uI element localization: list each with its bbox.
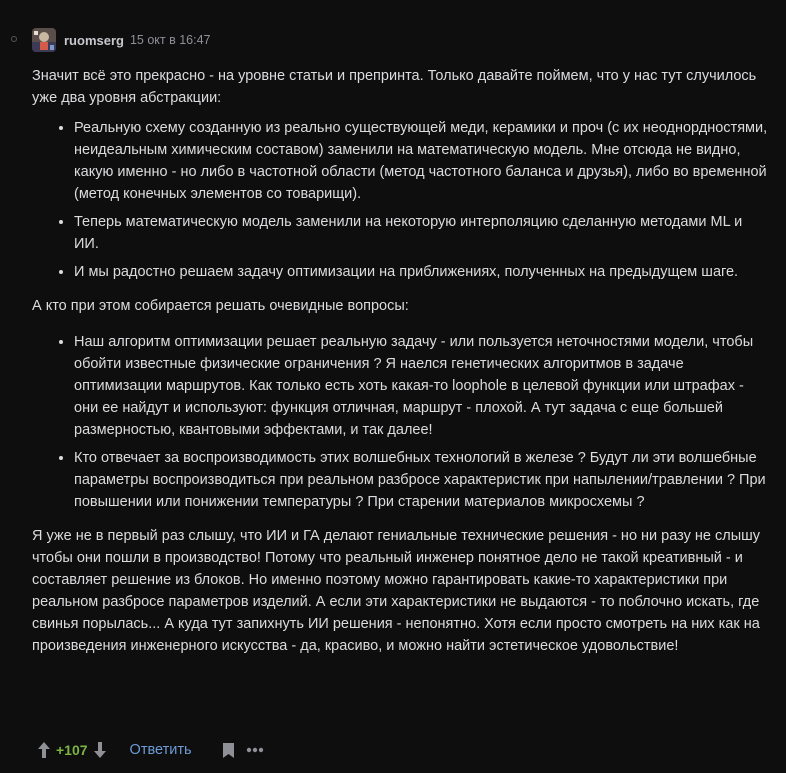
thread-dot-icon xyxy=(11,36,17,42)
more-dots-icon[interactable] xyxy=(246,741,264,759)
comment-footer xyxy=(36,736,264,764)
list-item: • Теперь математическую модель заменили на некоторую интерполяцию сделанную методами ML и ИИ. xyxy=(74,211,770,255)
comment xyxy=(32,27,770,657)
comment-timestamp[interactable]: 15 окт в 16:47 xyxy=(129,33,211,47)
list-item: • Наш алгоритм оптимизации решает реальную задачу - или пользуется неточностями модели, чтобы обойти известные физические ограничения ? Я наелся генетических алгоритмов в задаче оптимизации маршрутов. Как только есть хоть какая-то loophole в целевой функции или штрафах - они ее найдут и используют: функция отличная, маршрут - плохой. А тут задача с еще большей размерностью, квантовыми эффектами, и так далее! xyxy=(74,331,770,441)
arrow-down-icon[interactable] xyxy=(92,739,108,761)
avatar[interactable] xyxy=(32,28,56,52)
intro-paragraph: Значит всё это прекрасно - на уровне статьи и препринта. Только давайте поймем, что у нас тут случилось уже два уровня абстракции: xyxy=(32,68,757,106)
comment-header xyxy=(32,27,770,53)
list-item: • Кто отвечает за воспроизводимость этих волшебных технологий в железе ? Будут ли эти волшебные параметры воспроизводиться при реальном разбросе характеристик при напылении/травлении ? При повышении или понижении температуры ? При старении материалов микросхемы ? xyxy=(74,447,770,513)
conclusion-paragraph: Я уже не в первый раз слышу, что ИИ и ГА делают гениальные технические решения - но ни разу не слышу чтобы они пошли в производство! Потому что реальный инженер понятное дело не такой креативный - и составляет решение из блоков. Но именно поэтому можно гарантировать какие-то характеристики при реальном разбросе параметров изделий. А если эти характеристики не выдаются - то поблочно искать, где свинья порылась... А куда тут запихнуть ИИ решения - непонятно. Хотя если просто смотреть на них как на произведения инженерного искусства - да, красиво, и можно найти эстетическое удовольствие! xyxy=(32,528,761,654)
comment-score: +107 xyxy=(56,742,88,758)
list-item: • И мы радостно решаем задачу оптимизации на приближениях, полученных на предыдущем шаге. xyxy=(74,261,770,283)
question-intro-paragraph: А кто при этом собирается решать очевидные вопросы: xyxy=(32,298,409,314)
bookmark-icon[interactable] xyxy=(222,741,236,759)
questions-list xyxy=(32,331,770,513)
author-name[interactable]: ruomserg xyxy=(64,32,124,48)
abstraction-list xyxy=(32,117,770,283)
arrow-up-icon[interactable] xyxy=(36,739,52,761)
reply-button[interactable]: Ответить xyxy=(129,742,192,758)
comment-body xyxy=(32,65,770,657)
list-item: • Реальную схему созданную из реально существующей меди, керамики и проч (с их неоднордностями, неидеальным химическим составом) заменили на математическую модель. Мне отсюда не видно, какую именно - но либо в частотной области (метод частотного баланса и друзья), либо во временной (метод конечных элементов со товарищи). xyxy=(74,117,770,205)
